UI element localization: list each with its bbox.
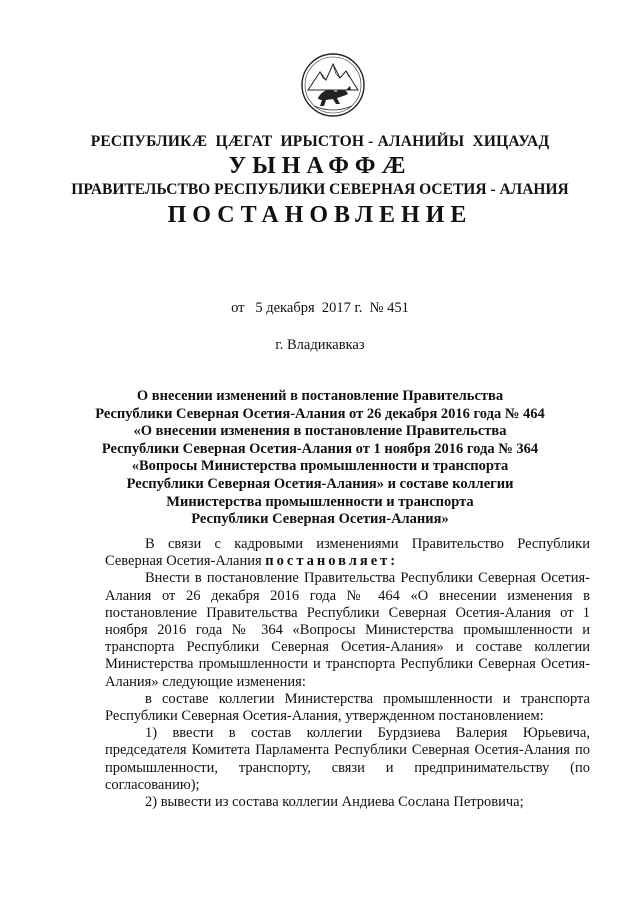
title-line: Республики Северная Осетия-Алания от 1 ноября 2016 года № 364	[101, 440, 539, 457]
header-decree: ПОСТАНОВЛЕНИЕ	[167, 202, 473, 228]
body-paragraph-preamble	[105, 536, 590, 570]
preamble-text: В связи с кадровыми изменениями Правительство Республики Северная Осетия-Алания	[105, 536, 590, 570]
decree-date-number: от 5 декабря 2017 г. № 451	[231, 300, 409, 316]
title-line: Министерства промышленности и транспорта	[166, 493, 474, 510]
header-unaffae: УЫНАФФӔ	[228, 153, 412, 179]
decree-keyword: постановляет:	[265, 553, 399, 570]
decree-city: г. Владикавказ	[275, 337, 365, 353]
title-line: Республики Северная Осетия-Алания от 26 декабря 2016 года № 464	[95, 405, 545, 422]
title-line: Республики Северная Осетия-Алания»	[191, 511, 449, 528]
title-line: О внесении изменений в постановление Правительства	[136, 388, 504, 404]
coat-of-arms-icon	[300, 52, 366, 118]
title-line: «Вопросы Министерства промышленности и транспорта	[131, 458, 509, 475]
decree-title	[80, 388, 560, 529]
title-line: Республики Северная Осетия-Алания» и составе коллегии	[126, 475, 514, 492]
header-ossetian: РЕСПУБЛИКӔ ЦӔГАТ ИРЫСТОН - АЛАНИЙЫ ХИЦАУАД	[90, 133, 550, 150]
header-government: ПРАВИТЕЛЬСТВО РЕСПУБЛИКИ СЕВЕРНАЯ ОСЕТИЯ - АЛАНИЯ	[71, 181, 569, 198]
body-paragraph-composition: в составе коллегии Министерства промышленности и транспорта Республики Северная Осетия-Алания, утвержденном постановлением:	[105, 690, 590, 725]
body-paragraph-item-1: 1) ввести в состав коллегии Бурдзиева Валерия Юрьевича, председателя Комитета Парламента Республики Северная Осетия-Алания по промышленности, транспорту, связи и предпринимательству (по согласованию);	[105, 725, 590, 793]
body-paragraph-item-2: 2) вывести из состава коллегии Андиева Сослана Петровича;	[145, 794, 524, 811]
body-paragraph-main: Внести в постановление Правительства Республики Северная Осетия-Алания от 26 декабря 2016 года № 464 «О внесении изменения в постановление Правительства Республики Северная Осетия-Алания от 1 ноября 2016 года № 364 «Вопросы Министерства промышленности и транспорта Республики Северная Осетия-Алания» и составе коллегии Министерства промышленности и транспорта Республики Северная Осетия-Алания» следующие изменения:	[105, 570, 590, 690]
decree-body	[105, 536, 590, 811]
title-line: «О внесении изменения в постановление Правительства	[133, 423, 507, 440]
